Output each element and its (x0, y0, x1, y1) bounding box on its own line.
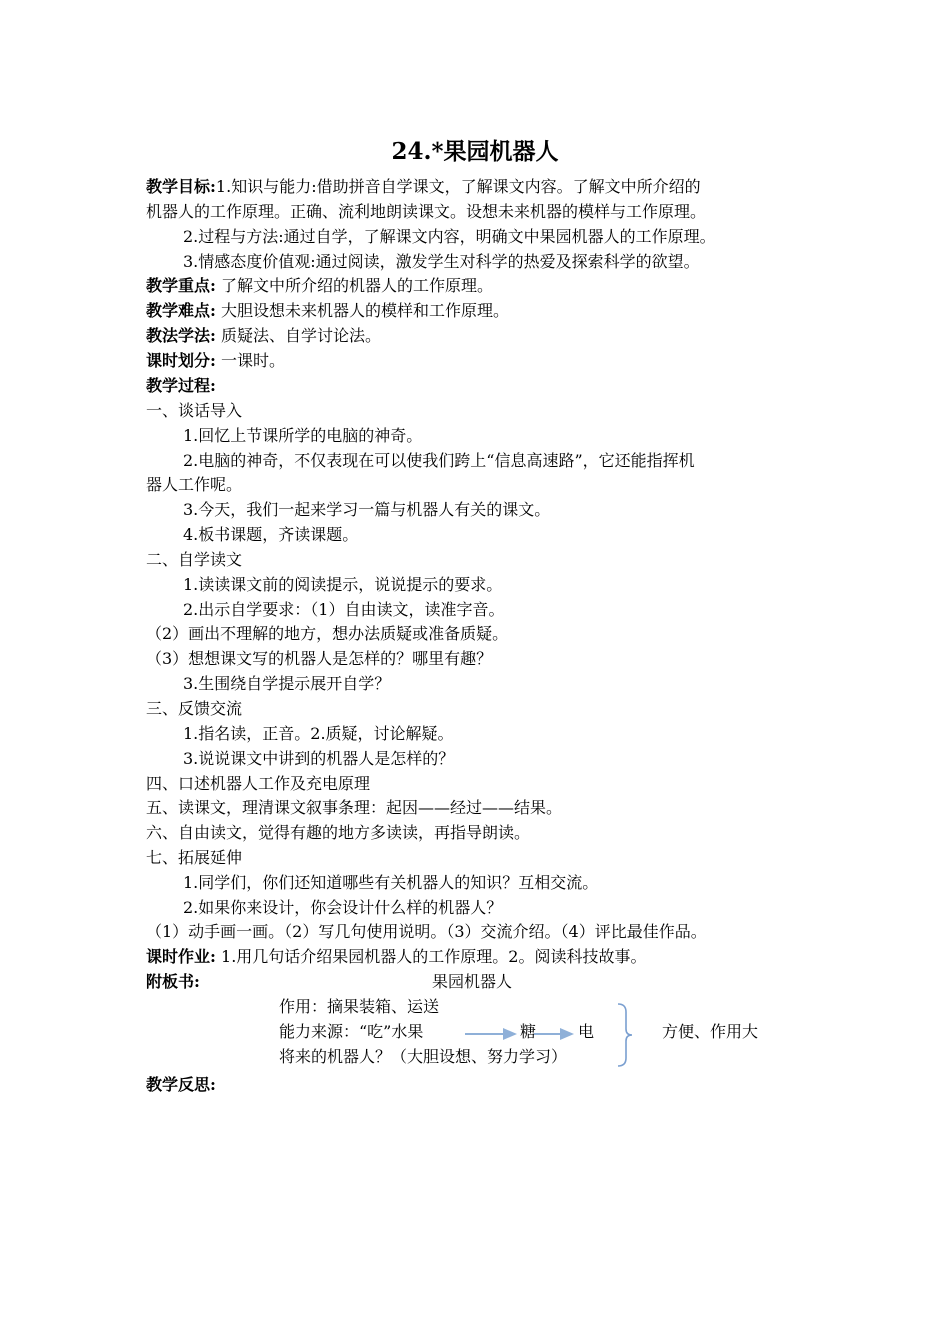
section-label: 课时划分: (146, 351, 216, 370)
section-label: 课时作业: (146, 947, 216, 966)
step-7-sub-items: （1）动手画一画。（2）写几句使用说明。（3）交流介绍。（4）评比最佳作品。 (146, 922, 707, 941)
method-line (146, 326, 381, 346)
step-7-item-2: 2.如果你来设计，你会设计什么样的机器人？ (183, 898, 503, 917)
objectives-line-2: 机器人的工作原理。正确、流利地朗读课文。设想未来机器的模样与工作原理。 (146, 202, 707, 221)
reflection-heading: 教学反思: (146, 1075, 216, 1094)
step-1-item-2: 2.电脑的神奇，不仅表现在可以使我们跨上“信息高速路”，它还能指挥机 (183, 451, 695, 470)
step-7-item-1: 1.同学们，你们还知道哪些有关机器人的知识？互相交流。 (183, 873, 599, 892)
step-7-heading: 七、拓展延伸 (146, 848, 243, 867)
section-label: 教学重点: (146, 276, 216, 295)
board-title: 果园机器人 (432, 972, 513, 991)
step-1-heading: 一、谈话导入 (146, 401, 243, 420)
step-2-item-2: 2.出示自学要求：（1）自由读文，读准字音。 (183, 600, 505, 619)
board-row-future: 将来的机器人？（大胆设想、努力学习） (279, 1047, 568, 1066)
step-1-item-2-cont: 器人工作呢。 (146, 475, 243, 494)
section-label: 教法学法: (146, 326, 216, 345)
step-6-heading: 六、自由读文，觉得有趣的地方多读读，再指导朗读。 (146, 823, 531, 842)
period-line (146, 351, 285, 371)
page-title: 24.*果园机器人 (391, 138, 559, 165)
step-4-heading: 四、口述机器人工作及充电原理 (146, 774, 371, 793)
step-2-sub-2: （2）画出不理解的地方，想办法质疑或准备质疑。 (146, 624, 509, 643)
board-heading (146, 972, 200, 992)
line-text: 质疑法、自学讨论法。 (215, 326, 382, 345)
difficulty-line (146, 301, 509, 321)
step-2-item-1: 1.读读课文前的阅读提示，说说提示的要求。 (183, 575, 503, 594)
line-text: 1.用几句话介绍果园机器人的工作原理。2。阅读科技故事。 (215, 947, 647, 966)
board-electricity: 电 (578, 1022, 595, 1041)
objectives-line-4: 3.情感态度价值观:通过阅读，激发学生对科学的热爱及探索科学的欲望。 (183, 252, 700, 271)
step-3-heading: 三、反馈交流 (146, 699, 243, 718)
section-label: 教学难点: (146, 301, 216, 320)
line-text: 了解文中所介绍的机器人的工作原理。 (215, 276, 494, 295)
homework-line (146, 947, 646, 967)
arrow-icon (465, 1027, 517, 1041)
objectives-line-1 (146, 177, 701, 197)
brace-icon (614, 1002, 634, 1068)
board-summary: 方便、作用大 (662, 1022, 759, 1041)
step-2-heading: 二、自学读文 (146, 550, 243, 569)
step-3-item-1: 1.指名读，正音。2.质疑，讨论解疑。 (183, 724, 454, 743)
step-3-item-2: 3.说说课文中讲到的机器人是怎样的？ (183, 749, 455, 768)
step-5-heading: 五、读课文，理清课文叙事条理：起因——经过——结果。 (146, 798, 563, 817)
key-point-line (146, 276, 493, 296)
step-2-sub-3: （3）想想课文写的机器人是怎样的？哪里有趣？ (146, 649, 493, 668)
line-text: 大胆设想未来机器人的模样和工作原理。 (215, 301, 510, 320)
board-row-energy: 能力来源：“吃”水果 (279, 1022, 424, 1041)
process-heading (146, 376, 216, 396)
section-label: 教学过程: (146, 376, 216, 395)
line-text: 1.知识与能力:借助拼音自学课文，了解课文内容。了解文中所介绍的 (215, 177, 701, 196)
board-sugar: 糖 (520, 1022, 537, 1041)
step-2-item-3: 3.生围绕自学提示展开自学？ (183, 674, 391, 693)
step-1-item-3: 3.今天，我们一起来学习一篇与机器人有关的课文。 (183, 500, 551, 519)
objectives-line-3: 2.过程与方法:通过自学，了解课文内容，明确文中果园机器人的工作原理。 (183, 227, 716, 246)
step-1-item-4: 4.板书课题，齐读课题。 (183, 525, 359, 544)
arrow-icon (534, 1027, 574, 1041)
board-row-function: 作用：摘果装箱、运送 (279, 997, 440, 1016)
section-label: 附板书: (146, 972, 200, 991)
line-text: 一课时。 (215, 351, 286, 370)
section-label: 教学目标: (146, 177, 216, 196)
step-1-item-1: 1.回忆上节课所学的电脑的神奇。 (183, 426, 423, 445)
